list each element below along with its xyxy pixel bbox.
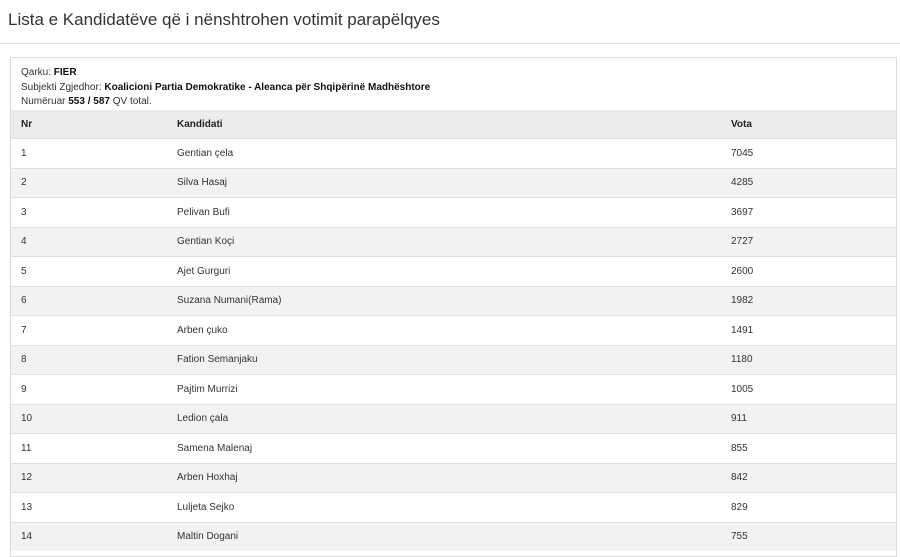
table-row [11,522,896,551]
row-kandidati: Arben Hoxhaj [167,463,721,493]
row-nr: 6 [11,286,167,316]
row-kandidati: Silva Hasaj [167,168,721,198]
row-kandidati: Luljeta Sejko [167,493,721,523]
table-row [11,139,896,169]
row-kandidati: Ledion çala [167,404,721,434]
numeruar-line [21,95,886,110]
row-kandidati: Gentian çela [167,139,721,169]
table-row [11,168,896,198]
row-vota: 755 [721,522,896,551]
row-nr: 8 [11,345,167,375]
row-kandidati: Arben çuko [167,316,721,346]
candidates-table [11,110,896,551]
row-nr: 7 [11,316,167,346]
row-vota: 1180 [721,345,896,375]
row-vota: 1005 [721,375,896,405]
qarku-label: Qarku: [21,67,52,78]
row-vota: 1982 [721,286,896,316]
table-row [11,198,896,228]
row-kandidati: Ajet Gurguri [167,257,721,287]
table-row [11,493,896,523]
row-vota: 3697 [721,198,896,228]
subjekti-label: Subjekti Zgjedhor: [21,81,102,93]
qarku-line [21,66,886,81]
row-kandidati: Gentian Koçi [167,227,721,257]
numeruar-suffix: QV total. [112,96,152,107]
row-vota: 2600 [721,257,896,287]
row-nr: 9 [11,375,167,405]
row-kandidati: Pajtim Murrizi [167,375,721,405]
row-vota: 829 [721,493,896,523]
table-body [11,139,896,552]
row-kandidati: Samena Malenaj [167,434,721,464]
table-row [11,375,896,405]
results-panel [10,57,897,557]
row-kandidati: Suzana Numani(Rama) [167,286,721,316]
column-header-vota: Vota [721,110,896,139]
info-block [11,58,896,110]
row-vota: 842 [721,463,896,493]
table-row [11,463,896,493]
column-header-kandidati: Kandidati [167,110,721,139]
page-title: Lista e Kandidatëve që i nënshtrohen votimit parapëlqyes [8,10,440,29]
row-kandidati: Maltin Dogani [167,522,721,551]
table-row [11,257,896,287]
row-vota: 911 [721,404,896,434]
row-vota: 7045 [721,139,896,169]
row-nr: 13 [11,493,167,523]
numeruar-label: Numëruar [21,96,66,107]
subjekti-value: Koalicioni Partia Demokratike - Aleanca për Shqipërinë Madhështore [104,81,431,93]
row-kandidati: Fation Semanjaku [167,345,721,375]
table-row [11,434,896,464]
row-kandidati: Pelivan Bufi [167,198,721,228]
row-nr: 1 [11,139,167,169]
numeruar-value: 553 / 587 [68,96,110,107]
table-row [11,316,896,346]
table-row [11,227,896,257]
row-nr: 10 [11,404,167,434]
row-vota: 855 [721,434,896,464]
row-nr: 14 [11,522,167,551]
row-vota: 4285 [721,168,896,198]
page-header [0,0,900,44]
row-vota: 1491 [721,316,896,346]
qarku-value: FIER [53,67,77,78]
table-row [11,286,896,316]
subjekti-line [21,81,886,96]
column-header-nr: Nr [11,110,167,139]
row-nr: 12 [11,463,167,493]
row-nr: 3 [11,198,167,228]
row-nr: 2 [11,168,167,198]
table-header-row [11,110,896,139]
table-row [11,345,896,375]
table-row [11,404,896,434]
row-nr: 11 [11,434,167,464]
row-nr: 4 [11,227,167,257]
row-vota: 2727 [721,227,896,257]
row-nr: 5 [11,257,167,287]
